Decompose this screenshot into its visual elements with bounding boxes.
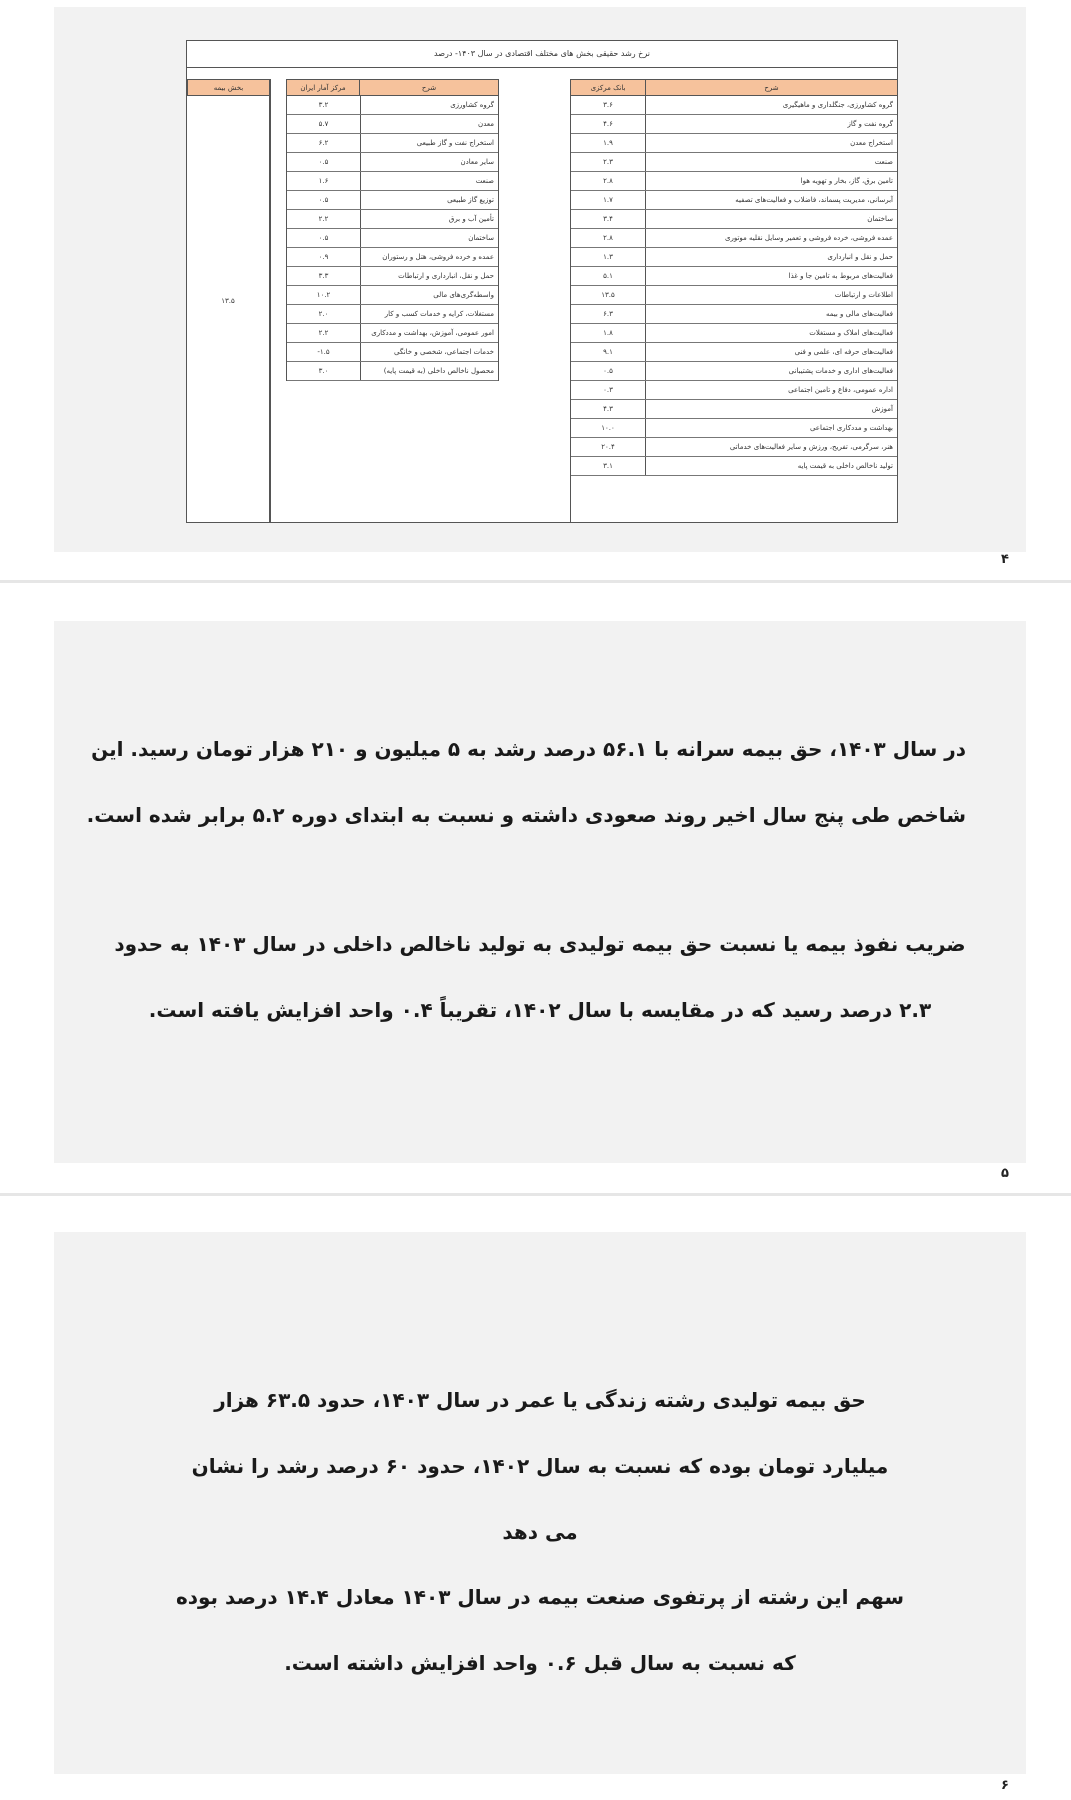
table-row	[287, 286, 498, 305]
table-row	[571, 172, 897, 191]
row-value: ۱.۷	[571, 191, 646, 209]
row-value: ۶.۲	[287, 134, 361, 152]
row-description: فعالیت‌های مالی و بیمه	[825, 310, 893, 318]
row-description: واسطه‌گری‌های مالی	[433, 291, 494, 299]
text-line: ۲.۳ درصد رسید که در مقایسه با سال ۱۴۰۲، تقریباً ۰.۴ واحد افزایش یافته است.	[148, 998, 932, 1022]
row-description: آموزش	[871, 405, 893, 413]
life-premium-paragraph	[174, 1367, 906, 1565]
cbi-desc-header: شرح	[646, 79, 897, 96]
page-number: ۵	[1001, 1166, 1009, 1181]
row-value: ۰.۵	[287, 229, 361, 247]
cbi-column-group	[570, 79, 897, 476]
row-description: آبرسانی، مدیریت پسماند، فاضلاب و فعالیت‌های تصفیه	[735, 196, 893, 204]
text-line: میلیارد تومان بوده که نسبت به سال ۱۴۰۲، حدود ۶۰ درصد رشد را نشان	[191, 1454, 889, 1478]
row-description: گروه نفت و گاز	[847, 120, 893, 128]
row-description: اداره عمومی، دفاع و تامین اجتماعی	[788, 386, 893, 394]
row-value: ۰.۹	[287, 248, 361, 266]
row-description: فعالیت‌های املاک و مستغلات	[809, 329, 893, 337]
row-value: ۲۰.۴	[571, 438, 646, 456]
table-row	[287, 229, 498, 248]
text-line: در سال ۱۴۰۳، حق بیمه سرانه با ۵۶.۱ درصد رشد به ۵ میلیون و ۲۱۰ هزار تومان رسید. این	[91, 737, 966, 761]
table-row	[571, 419, 897, 438]
sci-value-header: مرکز آمار ایران	[286, 79, 360, 96]
row-description: معدن	[478, 120, 494, 128]
table-row	[571, 229, 897, 248]
table-row	[287, 362, 498, 381]
page-number: ۶	[1001, 1778, 1009, 1793]
table-row	[571, 343, 897, 362]
row-value: ۹.۱	[571, 343, 646, 361]
per-capita-paragraph	[86, 716, 966, 848]
row-description: عمده فروشی، خرده فروشی و تعمیر وسایل نقلیه موتوری	[725, 234, 893, 242]
table-row	[571, 134, 897, 153]
growth-rate-table	[186, 40, 898, 523]
row-description: فعالیت‌های اداری و خدمات پشتیبانی	[788, 367, 893, 375]
table-row	[571, 96, 897, 115]
row-description: استخراج معدن	[850, 139, 893, 147]
row-value: ۴.۶	[571, 115, 646, 133]
table-row	[287, 115, 498, 134]
insurance-value: ۱۳.۵	[221, 297, 235, 305]
row-value: ۳.۴	[571, 210, 646, 228]
row-value: ۳.۶	[571, 96, 646, 114]
table-row	[287, 324, 498, 343]
row-value: ۳.۰	[287, 362, 361, 380]
table-row	[571, 438, 897, 457]
row-description: خدمات اجتماعی، شخصی و خانگی	[394, 348, 494, 356]
table-row	[287, 343, 498, 362]
cbi-rows	[570, 96, 897, 476]
table-row	[571, 362, 897, 381]
row-value: ۱۳.۵	[571, 286, 646, 304]
life-share-paragraph	[174, 1564, 906, 1696]
row-value: ۱.۹	[571, 134, 646, 152]
row-description: فعالیت‌های حرفه ای، علمی و فنی	[794, 348, 893, 356]
row-value: ۳.۲	[287, 96, 361, 114]
row-description: سایر معادن	[460, 158, 494, 166]
insurance-column	[187, 79, 270, 522]
row-value: ۲.۸	[571, 172, 646, 190]
row-value: ۳.۱	[571, 457, 646, 475]
table-row	[571, 267, 897, 286]
table-row	[287, 248, 498, 267]
table-row	[571, 153, 897, 172]
row-value: ۲.۰	[287, 305, 361, 323]
table-row	[287, 172, 498, 191]
table-row	[571, 305, 897, 324]
row-value: ۴.۳	[571, 400, 646, 418]
sci-column-group	[286, 79, 499, 381]
row-value: ۲.۲	[287, 324, 361, 342]
page-divider	[0, 580, 1071, 583]
row-description: تأمین آب و برق	[448, 215, 494, 223]
row-value: ۰.۳	[571, 381, 646, 399]
row-description: محصول ناخالص داخلی (به قیمت پایه)	[383, 367, 494, 375]
row-description: حمل و نقل، انبارداری و ارتباطات	[398, 272, 494, 280]
slide-life-insurance	[54, 1232, 1026, 1774]
table-title: نرخ رشد حقیقی بخش های مختلف اقتصادی در سال ۱۴۰۳- درصد	[187, 41, 897, 68]
row-description: عمده و خرده فروشی، هتل و رستوران	[382, 253, 494, 261]
row-description: هنر، سرگرمی، تفریح، ورزش و سایر فعالیت‌های خدماتی	[729, 443, 893, 451]
row-description: حمل و نقل و انبارداری	[827, 253, 893, 261]
row-description: فعالیت‌های مربوط به تامین جا و غذا	[788, 272, 893, 280]
table-row	[287, 210, 498, 229]
text-line: که نسبت به سال قبل ۰.۶ واحد افزایش داشته است.	[284, 1651, 796, 1675]
page-divider	[0, 1193, 1071, 1196]
table-row	[287, 153, 498, 172]
row-value: ۶.۳	[571, 305, 646, 323]
row-value: ۱۰.۰	[571, 419, 646, 437]
table-row	[571, 457, 897, 476]
divider-line	[270, 79, 271, 522]
table-row	[571, 210, 897, 229]
row-description: صنعت	[874, 158, 893, 166]
text-line: حق بیمه تولیدی رشته زندگی یا عمر در سال ۱۴۰۳، حدود ۶۳.۵ هزار	[214, 1388, 866, 1412]
table-row	[287, 191, 498, 210]
row-value: ۲.۳	[571, 153, 646, 171]
slide-growth-table	[54, 7, 1026, 552]
row-value: ۰.۵	[571, 362, 646, 380]
row-description: اطلاعات و ارتباطات	[834, 291, 893, 299]
table-row	[571, 115, 897, 134]
table-row	[287, 134, 498, 153]
table-row	[287, 267, 498, 286]
text-line: شاخص طی پنج سال اخیر روند صعودی داشته و نسبت به ابتدای دوره ۵.۲ برابر شده است.	[86, 803, 966, 827]
row-description: امور عمومی، آموزش، بهداشت و مددکاری	[371, 329, 494, 337]
table-row	[571, 381, 897, 400]
row-description: گروه کشاورزی	[450, 101, 494, 109]
sci-desc-header: شرح	[360, 79, 499, 96]
text-line: ضریب نفوذ بیمه یا نسبت حق بیمه تولیدی به تولید ناخالص داخلی در سال ۱۴۰۳ به حدود	[114, 932, 966, 956]
slide-per-capita-premium	[54, 621, 1026, 1163]
row-description: صنعت	[475, 177, 494, 185]
row-description: گروه کشاورزی، جنگلداری و ماهیگیری	[782, 101, 893, 109]
row-description: ساختمان	[468, 234, 494, 242]
table-row	[571, 191, 897, 210]
cbi-value-header: بانک مرکزی	[570, 79, 646, 96]
row-description: ساختمان	[867, 215, 893, 223]
row-description: تامین برق، گاز، بخار و تهویه هوا	[800, 177, 893, 185]
row-description: بهداشت و مددکاری اجتماعی	[809, 424, 893, 432]
page-number: ۴	[1001, 552, 1009, 567]
row-value: ۱.۳	[571, 248, 646, 266]
text-line: می دهد	[502, 1520, 578, 1544]
row-value: ۰.۵	[287, 153, 361, 171]
insurance-header: بخش بیمه	[187, 79, 270, 96]
table-row	[287, 305, 498, 324]
penetration-paragraph	[114, 911, 966, 1043]
row-value: ۳.۳	[287, 267, 361, 285]
row-description: مستغلات، کرایه و خدمات کسب و کار	[384, 310, 494, 318]
row-value: ۰.۵	[287, 191, 361, 209]
text-line: سهم این رشته از پرتفوی صنعت بیمه در سال ۱۴۰۳ معادل ۱۴.۴ درصد بوده	[175, 1585, 905, 1609]
row-description: تولید ناخالص داخلی به قیمت پایه	[797, 462, 893, 470]
table-row	[571, 324, 897, 343]
divider-line	[570, 79, 571, 522]
row-value: ۵.۱	[571, 267, 646, 285]
table-row	[571, 286, 897, 305]
row-value: ۱۰.۲	[287, 286, 361, 304]
row-description: توزیع گاز طبیعی	[447, 196, 494, 204]
table-row	[571, 400, 897, 419]
row-value: ۲.۸	[571, 229, 646, 247]
table-row	[571, 248, 897, 267]
row-description: استخراج نفت و گاز طبیعی	[416, 139, 494, 147]
row-value: ۲.۲	[287, 210, 361, 228]
row-value: ۱.۸	[571, 324, 646, 342]
row-value: ۵.۷	[287, 115, 361, 133]
row-value: -۱.۵	[287, 343, 361, 361]
table-row	[287, 96, 498, 115]
sci-rows	[286, 96, 499, 381]
row-value: ۱.۶	[287, 172, 361, 190]
